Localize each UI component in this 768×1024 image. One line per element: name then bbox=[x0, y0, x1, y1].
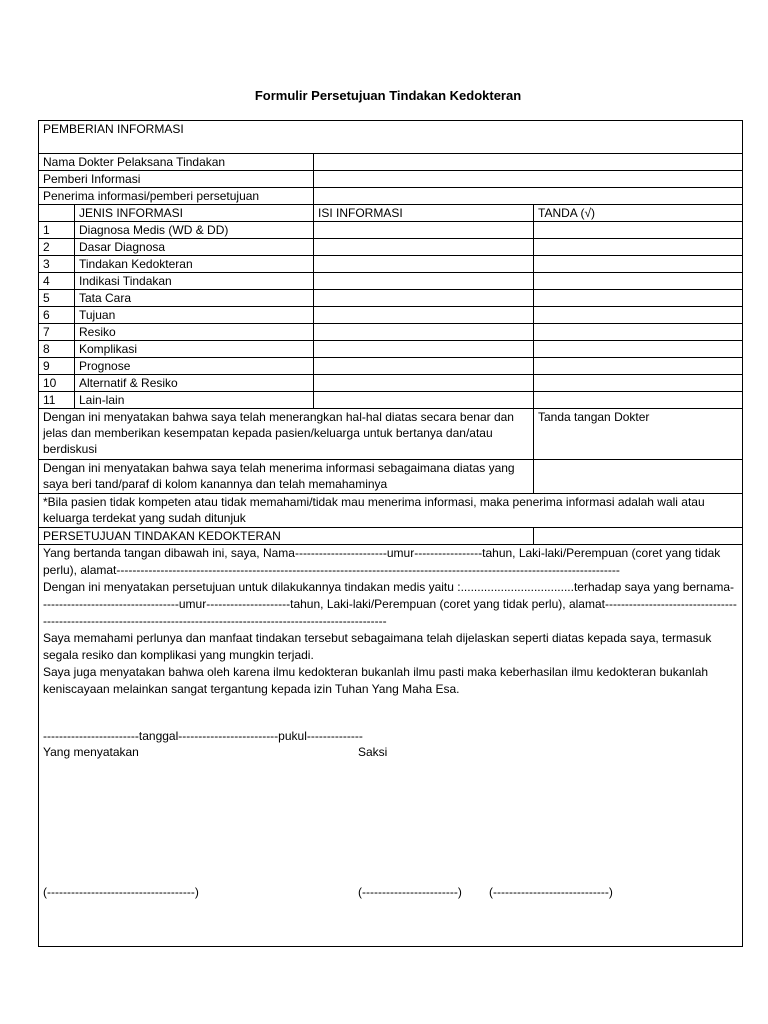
consent-identity-line: Yang bertanda tangan dibawah ini, saya, Nama-----------------------umur-----------------tahun, Laki-laki/Perempuan (coret yang tidak perlu), alamat------------------------------------------------------------------------------------------------------------------------------ bbox=[43, 546, 721, 577]
info-row-check[interactable] bbox=[534, 290, 743, 307]
info-row-content[interactable] bbox=[314, 290, 534, 307]
doctor-statement: Dengan ini menyatakan bahwa saya telah menerangkan hal-hal diatas secara benar dan jelas dan memberikan kesempatan kepada pasien/keluarga untuk bertanya dan/atau berdiskusi bbox=[39, 409, 534, 460]
info-row-label: Diagnosa Medis (WD & DD) bbox=[75, 222, 314, 239]
info-row bbox=[39, 256, 743, 273]
section-consent-heading-blank bbox=[534, 528, 743, 545]
info-row bbox=[39, 358, 743, 375]
field-value-recipient[interactable] bbox=[314, 188, 743, 205]
info-row-content[interactable] bbox=[314, 375, 534, 392]
section-information-heading-text: PEMBERIAN INFORMASI bbox=[43, 122, 184, 136]
info-row-content[interactable] bbox=[314, 239, 534, 256]
info-row bbox=[39, 290, 743, 307]
info-row-label: Alternatif & Resiko bbox=[75, 375, 314, 392]
info-row-content[interactable] bbox=[314, 256, 534, 273]
info-row-number: 8 bbox=[39, 341, 75, 358]
info-row bbox=[39, 341, 743, 358]
info-row-content[interactable] bbox=[314, 341, 534, 358]
info-row-label: Resiko bbox=[75, 324, 314, 341]
info-row bbox=[39, 239, 743, 256]
info-row bbox=[39, 273, 743, 290]
info-row-check[interactable] bbox=[534, 375, 743, 392]
info-row-label: Indikasi Tindakan bbox=[75, 273, 314, 290]
info-row-check[interactable] bbox=[534, 341, 743, 358]
consent-body bbox=[39, 545, 743, 947]
consent-form-table bbox=[38, 120, 743, 947]
column-jenis-header: JENIS INFORMASI bbox=[75, 205, 314, 222]
field-label-doctor: Nama Dokter Pelaksana Tindakan bbox=[39, 154, 314, 171]
info-row bbox=[39, 392, 743, 409]
info-row-check[interactable] bbox=[534, 256, 743, 273]
consent-understanding-line: Saya memahami perlunya dan manfaat tindakan tersebut sebagaimana telah dijelaskan seperti diatas kepada saya, termasuk segala resiko dan komplikasi yang mungkin terjadi. bbox=[43, 631, 712, 662]
info-row bbox=[39, 307, 743, 324]
section-information-header-row bbox=[39, 121, 743, 154]
doctor-statement-row bbox=[39, 409, 743, 460]
section-consent-heading: PERSETUJUAN TINDAKAN KEDOKTERAN bbox=[39, 528, 534, 545]
info-row-check[interactable] bbox=[534, 222, 743, 239]
info-row-number: 10 bbox=[39, 375, 75, 392]
info-row-content[interactable] bbox=[314, 307, 534, 324]
patient-statement: Dengan ini menyatakan bahwa saya telah menerima informasi sebagaimana diatas yang saya beri tand/paraf di kolom kanannya dan telah memahaminya bbox=[39, 460, 534, 494]
info-row-number: 7 bbox=[39, 324, 75, 341]
info-row-content[interactable] bbox=[314, 222, 534, 239]
info-row-number: 11 bbox=[39, 392, 75, 409]
info-row-number: 6 bbox=[39, 307, 75, 324]
witness-label: Saksi bbox=[358, 745, 388, 759]
info-row-number: 3 bbox=[39, 256, 75, 273]
date-time-line: ------------------------tanggal-------------------------pukul-------------- bbox=[43, 729, 363, 743]
section-consent-header-row bbox=[39, 528, 743, 545]
info-row-content[interactable] bbox=[314, 358, 534, 375]
info-row-label: Lain-lain bbox=[75, 392, 314, 409]
info-row-check[interactable] bbox=[534, 307, 743, 324]
declarant-label: Yang menyatakan bbox=[43, 745, 139, 759]
info-row bbox=[39, 324, 743, 341]
info-row-number: 9 bbox=[39, 358, 75, 375]
info-row-content[interactable] bbox=[314, 273, 534, 290]
column-isi-header: ISI INFORMASI bbox=[314, 205, 534, 222]
declarant-signature-line[interactable]: (-------------------------------------) bbox=[43, 885, 199, 899]
field-label-informant: Pemberi Informasi bbox=[39, 171, 314, 188]
info-row-label: Tujuan bbox=[75, 307, 314, 324]
info-row-number: 4 bbox=[39, 273, 75, 290]
form-title: Formulir Persetujuan Tindakan Kedokteran bbox=[254, 88, 522, 103]
info-row-check[interactable] bbox=[534, 358, 743, 375]
witness1-signature-line[interactable]: (------------------------) bbox=[358, 885, 462, 899]
consent-body-row bbox=[39, 545, 743, 947]
info-row-label: Tindakan Kedokteran bbox=[75, 256, 314, 273]
witness2-signature-line[interactable]: (-----------------------------) bbox=[489, 885, 613, 899]
info-row-check[interactable] bbox=[534, 392, 743, 409]
info-row-number: 1 bbox=[39, 222, 75, 239]
info-row bbox=[39, 222, 743, 239]
info-row-label: Dasar Diagnosa bbox=[75, 239, 314, 256]
info-row-check[interactable] bbox=[534, 273, 743, 290]
signature-area bbox=[43, 698, 738, 946]
field-row-recipient bbox=[39, 188, 743, 205]
field-row-informant bbox=[39, 171, 743, 188]
info-row-label: Prognose bbox=[75, 358, 314, 375]
info-row-content[interactable] bbox=[314, 392, 534, 409]
doctor-signature-label: Tanda tangan Dokter bbox=[534, 409, 743, 460]
guardian-note: *Bila pasien tidak kompeten atau tidak memahami/tidak mau menerima informasi, maka penerima informasi adalah wali atau keluarga terdekat yang sudah ditunjuk bbox=[39, 494, 743, 528]
column-number-header bbox=[39, 205, 75, 222]
note-row bbox=[39, 494, 743, 528]
info-row-check[interactable] bbox=[534, 324, 743, 341]
info-row-content[interactable] bbox=[314, 324, 534, 341]
consent-faith-line: Saya juga menyatakan bahwa oleh karena ilmu kedokteran bukanlah ilmu pasti maka keberhasilan ilmu kedokteran bukanlah keniscayaan melainkan sangat tergantung kepada izin Tuhan Yang Maha Esa. bbox=[43, 665, 709, 696]
info-row-label: Tata Cara bbox=[75, 290, 314, 307]
patient-statement-row bbox=[39, 460, 743, 494]
info-row-number: 5 bbox=[39, 290, 75, 307]
patient-signature-field[interactable] bbox=[534, 460, 743, 494]
info-row-label: Komplikasi bbox=[75, 341, 314, 358]
consent-approval-line: Dengan ini menyatakan persetujuan untuk dilakukannya tindakan medis yaitu :..................................terhadap saya yang bernama-----------------------------------umur---------------------tahun, Laki-laki/Perempuan (coret yang tidak perlu), alamat----------------------------------------------------------------------------------------------------------------------- bbox=[43, 580, 737, 628]
consent-text bbox=[43, 545, 738, 698]
field-value-doctor[interactable] bbox=[314, 154, 743, 171]
field-label-recipient: Penerima informasi/pemberi persetujuan bbox=[39, 188, 314, 205]
info-row-check[interactable] bbox=[534, 239, 743, 256]
info-row-number: 2 bbox=[39, 239, 75, 256]
section-information-heading bbox=[39, 121, 743, 154]
info-table-header-row bbox=[39, 205, 743, 222]
column-tanda-header: TANDA (√) bbox=[534, 205, 743, 222]
field-value-informant[interactable] bbox=[314, 171, 743, 188]
field-row-doctor bbox=[39, 154, 743, 171]
info-row bbox=[39, 375, 743, 392]
